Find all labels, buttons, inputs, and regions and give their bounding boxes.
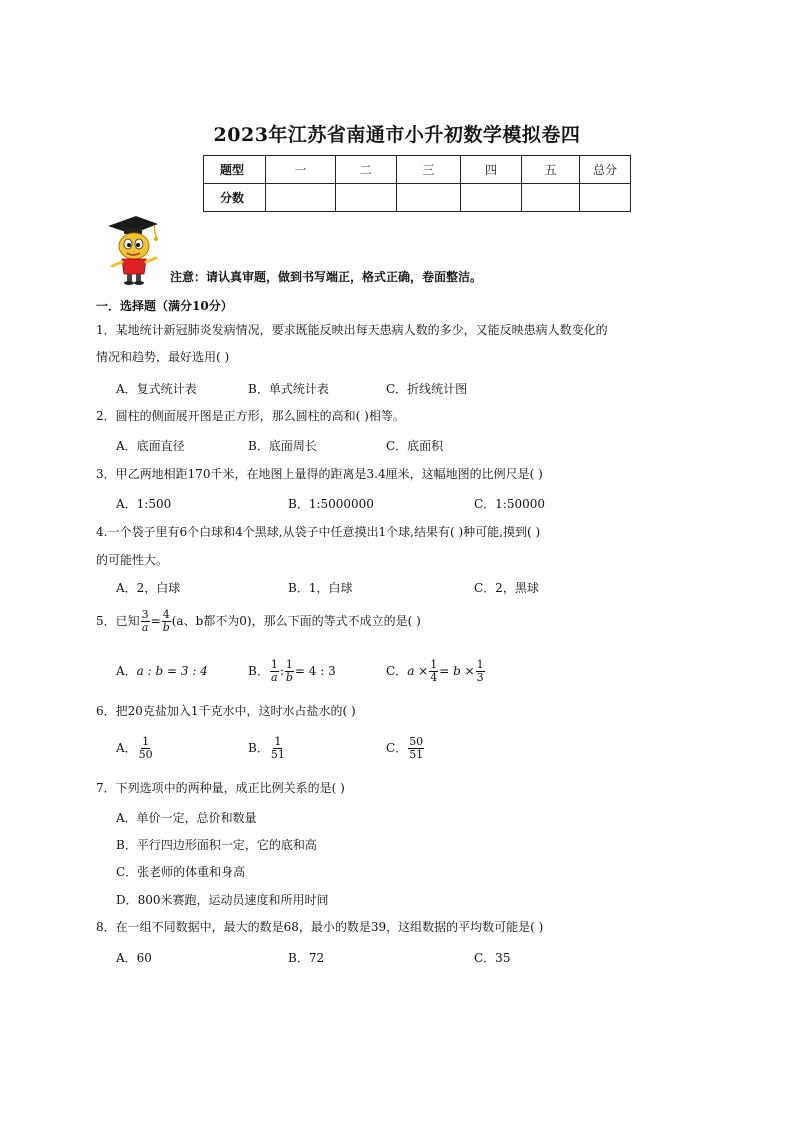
question-8-text: 8．在一组不同数据中，最大的数是68，最小的数是39，这组数据的平均数可能是( ) — [96, 920, 544, 934]
score-table — [203, 155, 631, 212]
question-4-option-b[interactable]: B．1，白球 — [288, 581, 353, 595]
page-title: 2023年江苏省南通市小升初数学模拟卷四 — [213, 124, 581, 146]
option-label: C． — [386, 741, 408, 755]
score-header-4: 四 — [461, 156, 522, 184]
question-2-option-b[interactable]: B．底面周长 — [248, 439, 317, 453]
question-4-line2: 的可能性大。 — [96, 553, 169, 567]
question-3-option-c[interactable]: C．1:50000 — [474, 497, 546, 511]
fraction-numerator: 1 — [274, 735, 282, 748]
question-5-option-b[interactable] — [248, 656, 336, 686]
score-header-5: 五 — [522, 156, 580, 184]
score-cell-3[interactable] — [397, 184, 461, 212]
fraction-numerator: 1 — [270, 658, 278, 671]
option-c-fraction-1 — [429, 659, 438, 684]
score-header-2: 二 — [336, 156, 397, 184]
score-table-header-row — [204, 156, 631, 184]
question-1-option-c[interactable]: C．折线统计图 — [386, 382, 468, 396]
question-1-line2: 情况和趋势，最好选用( ) — [96, 350, 230, 364]
score-cell-5[interactable] — [522, 184, 580, 212]
option-b-fraction-2 — [285, 659, 294, 684]
section-choice-heading: 一．选择题（满分10分） — [96, 299, 233, 313]
question-1-option-a[interactable]: A．复式统计表 — [116, 382, 197, 396]
fraction-denominator: 51 — [409, 748, 424, 761]
question-5-fraction-1 — [141, 609, 150, 634]
question-8-option-b[interactable]: B．72 — [288, 951, 325, 965]
fraction-denominator: b — [285, 671, 293, 684]
graduate-mascot-icon — [100, 212, 170, 287]
option-label: C． — [386, 664, 408, 678]
option-label: B． — [248, 741, 269, 755]
option-label: A． — [116, 741, 137, 755]
question-4-line1: 4.一个袋子里有6个白球和4个黑球,从袋子中任意摸出1个球,结果有( )种可能,摸到( ) — [96, 525, 541, 539]
score-header-1: 一 — [266, 156, 336, 184]
score-table-score-row — [204, 184, 631, 212]
question-6-option-c[interactable] — [386, 733, 425, 763]
score-header-type: 题型 — [204, 156, 266, 184]
question-2-option-a[interactable]: A．底面直径 — [116, 439, 185, 453]
question-5-prefix: 5．已知 — [96, 614, 140, 628]
fraction-numerator: 50 — [409, 735, 424, 748]
question-6-option-b[interactable] — [248, 733, 287, 763]
option-c-fraction — [408, 736, 424, 761]
question-7-option-b[interactable]: B．平行四边形面积一定，它的底和高 — [116, 838, 317, 852]
fraction-denominator: 50 — [138, 748, 153, 761]
option-c-fraction-2 — [476, 659, 485, 684]
option-b-fraction — [270, 736, 286, 761]
fraction-denominator: 4 — [430, 671, 438, 684]
option-label: A． — [116, 664, 137, 678]
equals-sign: = — [150, 614, 161, 628]
question-5-option-c[interactable] — [386, 656, 486, 686]
question-7-text: 7．下列选项中的两种量，成正比例关系的是( ) — [96, 781, 345, 795]
fraction-numerator: 1 — [285, 658, 293, 671]
option-b-rest: = 4 : 3 — [294, 664, 336, 678]
question-3-option-a[interactable]: A．1:500 — [116, 497, 172, 511]
score-row-label: 分数 — [204, 184, 266, 212]
fraction-denominator: b — [162, 621, 170, 634]
question-6-text: 6．把20克盐加入1千克水中，这时水占盐水的( ) — [96, 704, 356, 718]
question-5-condition: (a、b都不为0)，那么下面的等式不成立的是( ) — [171, 614, 421, 628]
question-2-option-c[interactable]: C．底面积 — [386, 439, 444, 453]
option-b-fraction-1 — [270, 659, 279, 684]
question-1-option-b[interactable]: B．单式统计表 — [248, 382, 329, 396]
notice-text: 注意：请认真审题，做到书写端正，格式正确，卷面整洁。 — [170, 270, 483, 284]
score-header-total: 总分 — [580, 156, 631, 184]
fraction-numerator: 1 — [476, 658, 484, 671]
score-header-3: 三 — [397, 156, 461, 184]
fraction-numerator: 3 — [141, 608, 149, 621]
score-cell-2[interactable] — [336, 184, 397, 212]
question-6-option-a[interactable] — [116, 733, 155, 763]
question-4-option-a[interactable]: A．2，白球 — [116, 581, 181, 595]
question-1-line1: 1．某地统计新冠肺炎发病情况，要求既能反映出每天患病人数的多少，又能反映患病人数变化的 — [96, 323, 608, 337]
fraction-numerator: 1 — [430, 658, 438, 671]
question-4-option-c[interactable]: C．2，黑球 — [474, 581, 539, 595]
option-expression: a : b = 3 : 4 — [136, 664, 208, 678]
question-8-option-a[interactable]: A．60 — [116, 951, 152, 965]
question-5-text — [96, 606, 421, 636]
fraction-numerator: 4 — [162, 608, 170, 621]
question-2-text: 2．圆柱的侧面展开图是正方形，那么圆柱的高和( )相等。 — [96, 409, 405, 423]
ratio-sign: : — [279, 664, 284, 678]
option-c-term-b: = b × — [439, 664, 475, 678]
question-5-option-a[interactable] — [116, 656, 208, 686]
fraction-denominator: 51 — [270, 748, 285, 761]
question-7-option-c[interactable]: C．张老师的体重和身高 — [116, 865, 246, 879]
option-c-term-a: a × — [407, 664, 429, 678]
question-7-option-d[interactable]: D．800米赛跑，运动员速度和所用时间 — [116, 893, 329, 907]
score-cell-1[interactable] — [266, 184, 336, 212]
question-8-option-c[interactable]: C．35 — [474, 951, 511, 965]
fraction-numerator: 1 — [142, 735, 150, 748]
option-label: B． — [248, 664, 269, 678]
question-3-option-b[interactable]: B．1:5000000 — [288, 497, 374, 511]
option-a-fraction — [138, 736, 154, 761]
question-5-fraction-2 — [162, 609, 171, 634]
question-7-option-a[interactable]: A．单价一定，总价和数量 — [116, 811, 257, 825]
fraction-denominator: 3 — [476, 671, 484, 684]
fraction-denominator: a — [271, 671, 278, 684]
score-cell-4[interactable] — [461, 184, 522, 212]
question-3-text: 3．甲乙两地相距170千米，在地图上量得的距离是3.4厘米，这幅地图的比例尺是( ) — [96, 467, 543, 481]
score-cell-total[interactable] — [580, 184, 631, 212]
fraction-denominator: a — [141, 621, 149, 634]
